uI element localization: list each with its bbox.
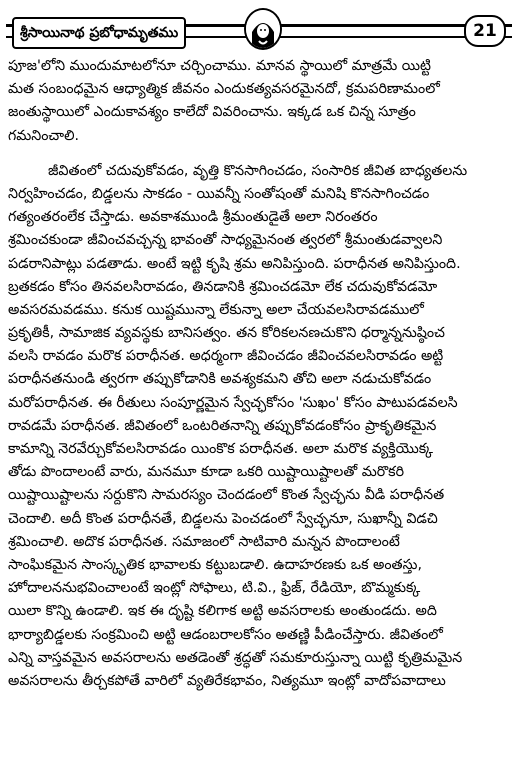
text-line: కామాన్ని నెరవేర్చుకోవలసిరావడం యింకొక పరాధీనత. అలా మరొక వ్యక్తియొక్క [8,441,433,457]
text-line: జీవితంలో చదువుకోవడం, వృత్తి కొనసాగించడం, సంసారిక జీవిత బాధ్యతలను [48,162,468,179]
text-line: పూజ'లోని ముందుమాటలోనూ చర్చించాము. మానవ స్థాయిలో మాత్రమే యిట్టి [8,58,431,74]
text-line: మత సంబంధమైన ఆధ్యాత్మిక జీవనం ఎందుకత్యవసరమైనదో, క్రమపరిణామంలో [8,81,440,98]
text-line: యిష్టాయిష్టాలను సర్దుకొని సామరస్యం చెందడంలో కొంత స్వేచ్ఛను వీడి పరాధీనత [8,487,445,504]
paragraph-1 [8,55,512,148]
book-title: శ్రీసాయినాథ ప్రబోధామృతము [12,17,186,49]
text-line: శ్రమించకుండా జీవించవచ్చన్న భావంతో సాధ్యమైనంత త్వరలో శ్రీమంతుడవ్వాలని [8,232,443,249]
text-line: ఎన్ని వాస్తవమైన అవసరాలను అతడెంతో శ్రద్ధతో సమకూరుస్తున్నా యిట్టి కృత్రిమమైన [8,649,463,666]
paragraph-2 [8,160,512,693]
text-line: గమనించాలి. [8,127,79,144]
text-line: అవసరాలను తీర్చకపోతే వారిలో వ్యతిరేకభావం, నిత్యమూ ఇంట్లో వాదోపవాదాలు [8,672,446,689]
text-line: బ్రతకడం కోసం తినవలసిరావడం, తినడానికి శ్రమించడమో లేక చదువుకోవడమో [8,278,438,295]
paragraph-gap [8,148,512,160]
text-line: ప్రకృతికీ, సామాజిక వ్యవస్థకు బానిసత్వం. తన కోరికలనణచుకొని ధర్మాన్ననుష్ఠించ [8,325,445,342]
page-header [6,7,512,47]
text-line: తోడు పొందాలంటే వారు, మనమూ కూడా ఒకరి యిష్టాయిష్టాలతో మరొకరి [8,464,404,481]
text-line: పడరానిపాట్లు పడతాడు. అంటే ఇట్టి కృషి శ్రమ అనిపిస్తుంది. పరాధీనత అనిపిస్తుంది. [8,255,461,272]
sai-baba-portrait-icon [244,8,282,50]
text-line: వలసి రావడం మరొక పరాధీనత. అధర్మంగా జీవించడం జీవించవలసిరావడం అట్టి [8,348,444,365]
text-line: యిలా కొన్ని ఉండాలి. ఇక ఈ దృష్టి కలిగాక అట్టి అవసరాలకు అంతుండదు. అది [8,603,437,620]
text-line: చెందాలి. అదీ కొంత పరాధీనతే, బిడ్డలను పెంచడంలో స్వేచ్ఛనూ, సుఖాన్నీ విడచి [8,510,438,527]
text-line: హోదాలననుభవించాలంటే ఇంట్లో సోఫాలు, టి.వి., ఫ్రిజ్, రేడియో, బొమ్మకుక్క [8,580,421,597]
text-line: జంతుస్థాయిలో ఎందుకావశ్యం కాలేదో వివరించాను. ఇక్కడ ఒక చిన్న సూత్రం [8,104,416,121]
text-line: సాంఘికమైన సాంస్కృతిక భావాలకు కట్టుబడాలి. ఉదాహరణకు ఒక అంతస్తు, [8,556,422,573]
text-line: నిర్వహించడం, బిడ్డలను సాకడం - యివన్నీ సంతోషంతో మనిషి కొనసాగించడం [8,185,430,202]
text-line: భార్యాబిడ్డలకు సంక్రమించి అట్టి ఆడంబరాలకోసం అతణ్ణి పీడించేస్తారు. జీవితంలో [8,626,443,643]
text-line: గత్యంతరంలేక చేస్తాడు. అవకాశముండి శ్రీమంతుడైతే అలా నిరంతరం [8,209,378,226]
body-text [8,55,512,693]
page-number: 21 [464,15,506,47]
text-line: పరాధీనతనుండి త్వరగా తప్పుకోడానికి అవశ్యకమని తోచి అలా నడుచుకోవడం [8,371,432,388]
text-line: మరోపరాధీనత. ఈ రీతులు సంపూర్ణమైన స్వేచ్ఛకోసం 'సుఖం' కోసం పాటుపడవలసి [8,394,458,411]
text-line: అవసరమవడము. కనుక యిష్టమున్నా లేకున్నా అలా చేయవలసిరావడములో [8,301,424,318]
text-line: రావడమే పరాధీనత. జీవితంలో ఒంటరితనాన్ని తప్పుకోవడంకోసం ప్రాకృతికమైన [8,417,437,434]
text-line: శ్రమించాలి. అదొక పరాధీనత. సమాజంలో సాటివారి మన్నన పొందాలంటే [8,533,400,550]
